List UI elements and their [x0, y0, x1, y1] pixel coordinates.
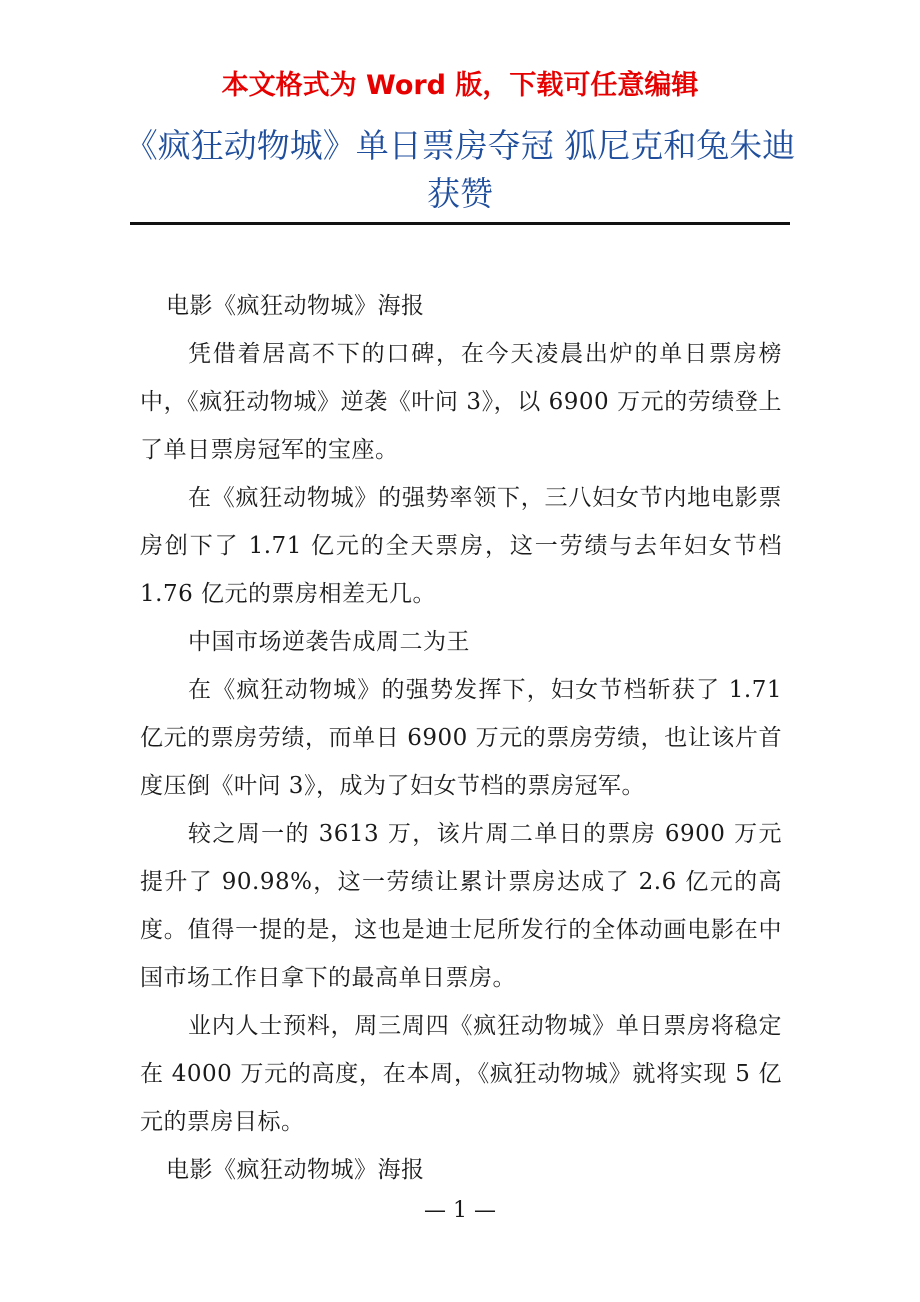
poster-caption: 电影《疯狂动物城》海报	[166, 1157, 425, 1183]
paragraph: 在《疯狂动物城》的强势率领下，三八妇女节内地电影票房创下了 1.71 亿元的全天票房，这一劳绩与去年妇女节档 1.76 亿元的票房相差无几。	[140, 485, 782, 607]
article-body	[140, 282, 782, 1194]
paragraph: 业内人士预料，周三周四《疯狂动物城》单日票房将稳定在 4000 万元的高度，在本周，《疯狂动物城》就将实现 5 亿元的票房目标。	[140, 1013, 782, 1135]
paragraph: 在《疯狂动物城》的强势发挥下，妇女节档斩获了 1.71 亿元的票房劳绩，而单日 6900 万元的票房劳绩，也让该片首度压倒《叶问 3》，成为了妇女节档的票房冠军。	[140, 677, 782, 799]
title-divider	[130, 222, 790, 225]
page-number: — 1 —	[424, 1198, 496, 1223]
poster-caption: 电影《疯狂动物城》海报	[166, 293, 425, 319]
paragraph: 较之周一的 3613 万，该片周二单日的票房 6900 万元提升了 90.98%，这一劳绩让累计票房达成了 2.6 亿元的高度。值得一提的是，这也是迪士尼所发行的全体动画电影在中国市场工作日拿下的最高单日票房。	[140, 821, 782, 991]
editable-format-banner: 本文格式为 Word 版，下载可任意编辑	[221, 70, 699, 101]
paragraph: 凭借着居高不下的口碑，在今天凌晨出炉的单日票房榜中，《疯狂动物城》逆袭《叶问 3》，以 6900 万元的劳绩登上了单日票房冠军的宝座。	[140, 341, 782, 463]
section-heading: 中国市场逆袭告成周二为王	[188, 629, 470, 655]
article-title: 《疯狂动物城》单日票房夺冠 狐尼克和兔朱迪获赞	[124, 126, 796, 213]
